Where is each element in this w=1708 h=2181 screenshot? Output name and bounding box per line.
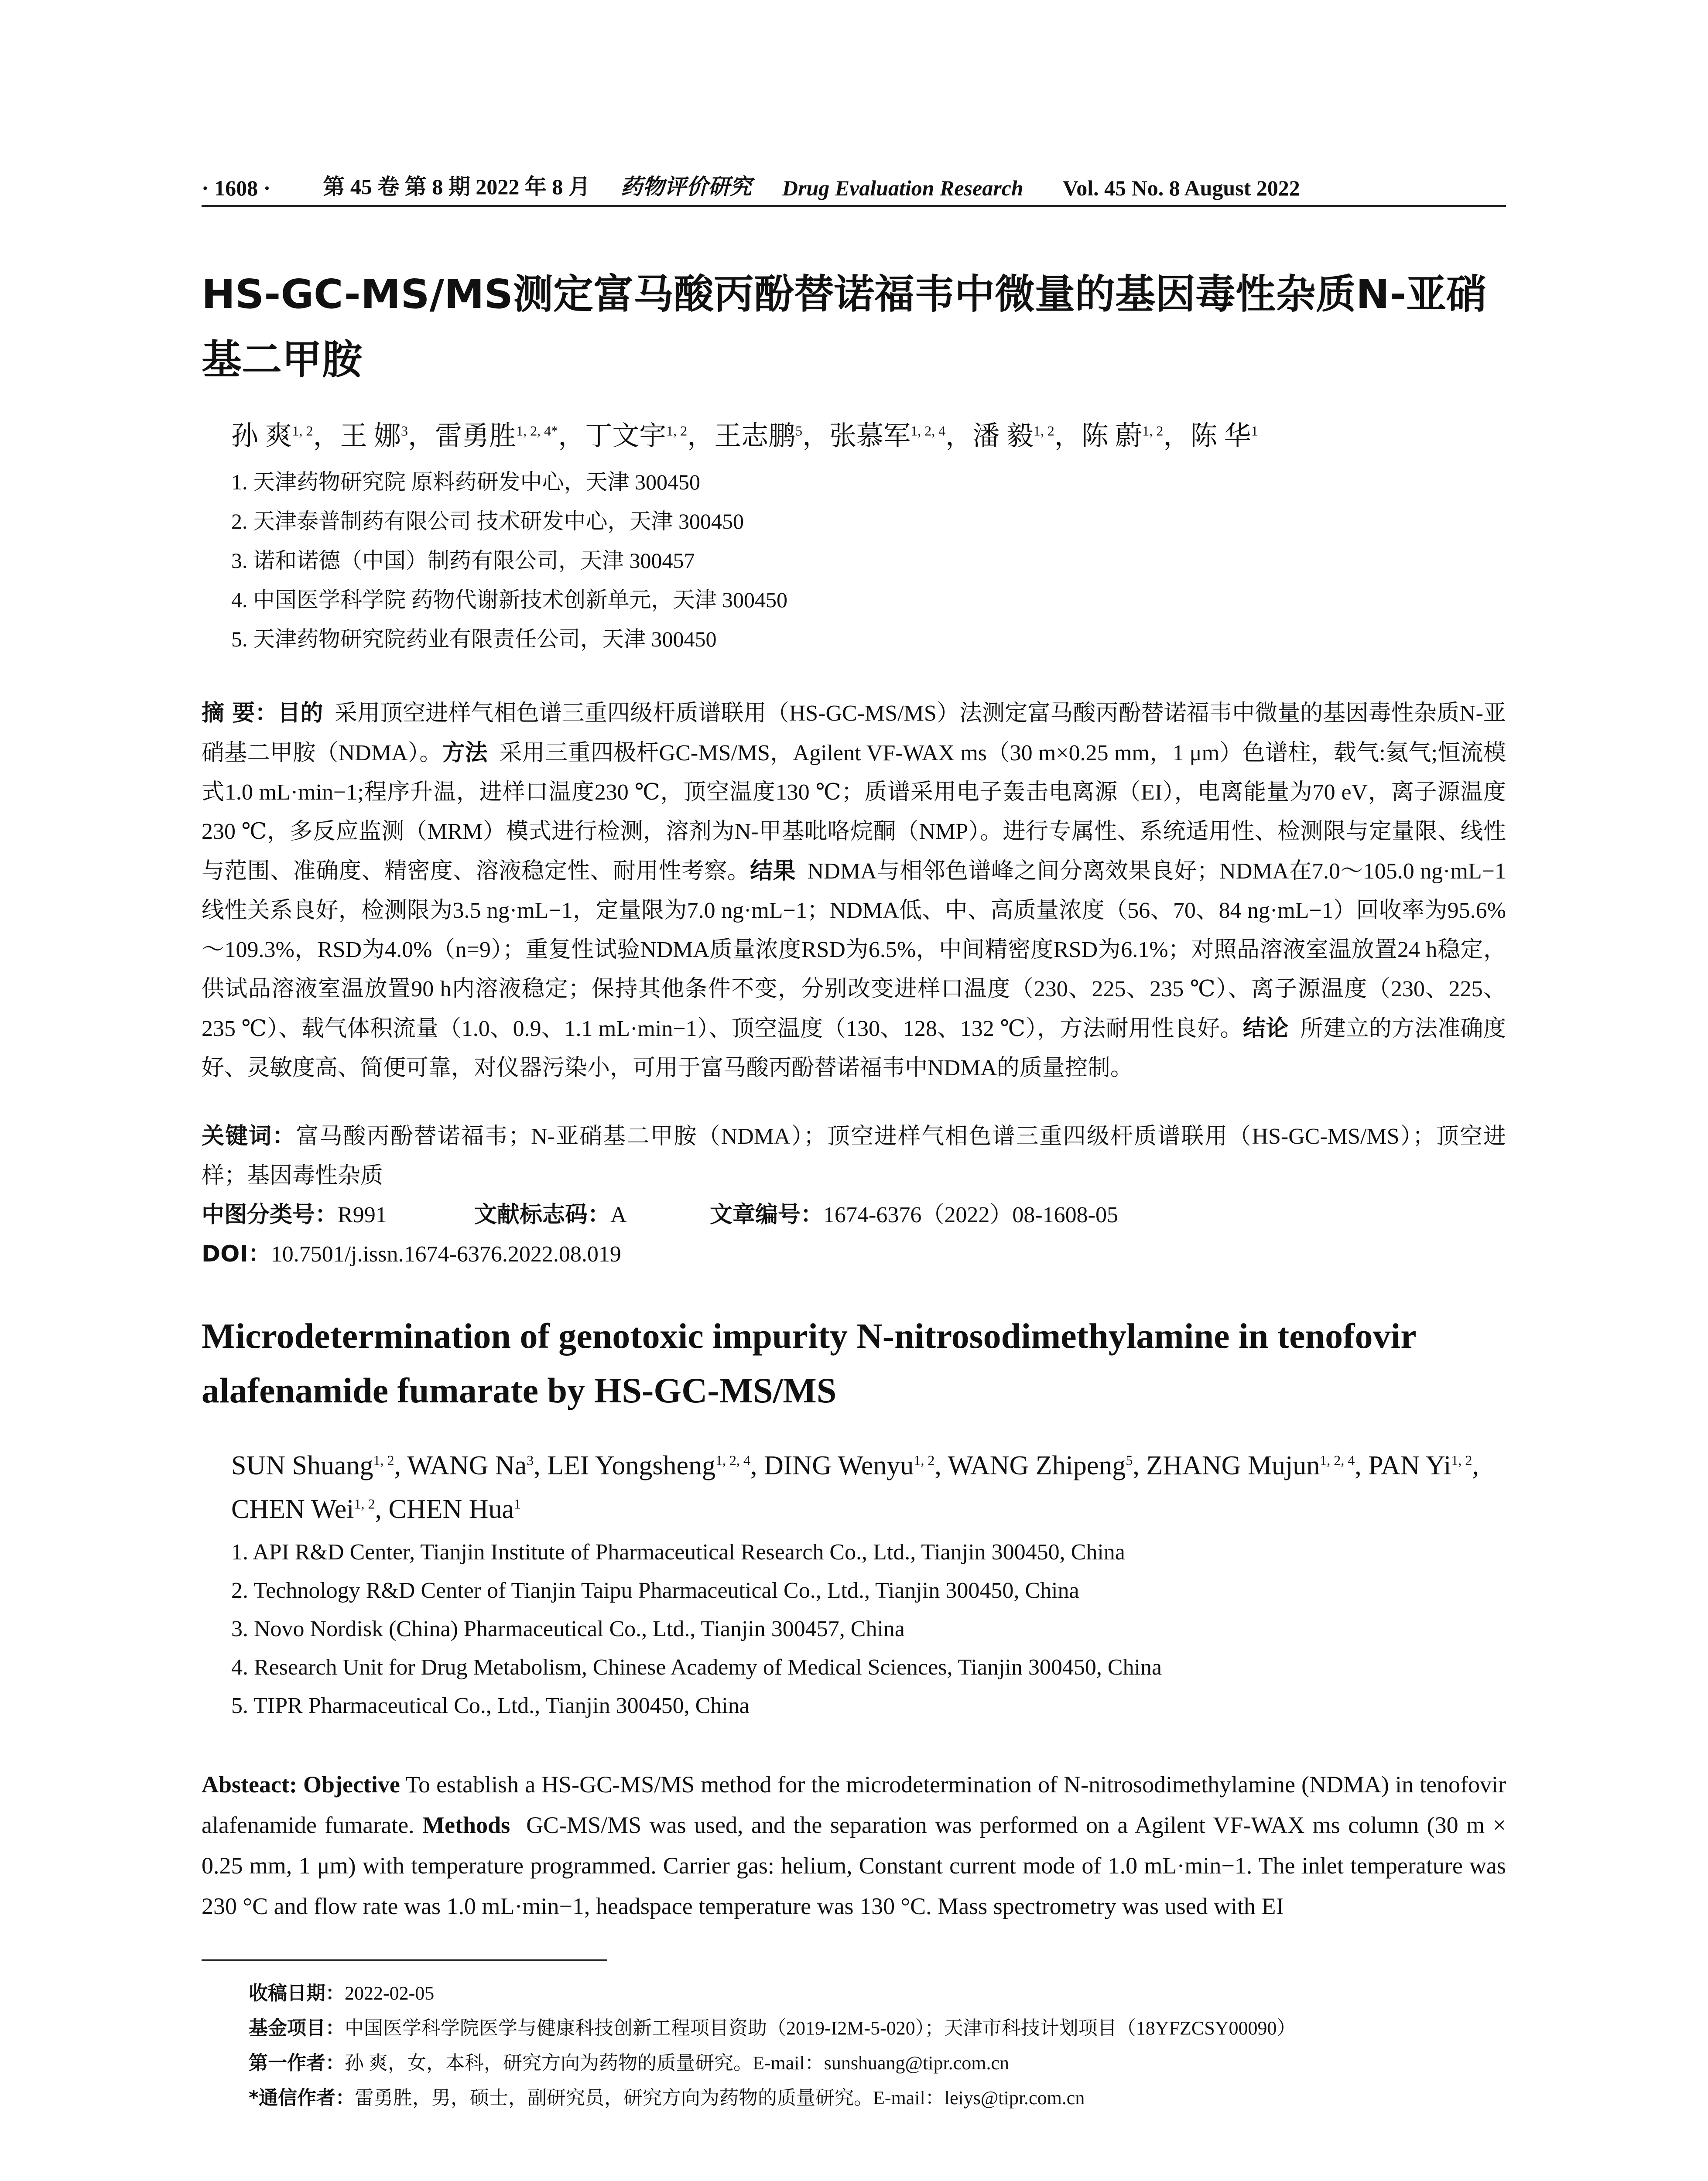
author-separator: ， <box>802 421 830 451</box>
issue-info-cn: 第 45 卷 第 8 期 2022 年 8 月 <box>323 174 590 199</box>
footnote-item <box>249 1976 1505 2011</box>
author-separator: ， <box>558 421 585 451</box>
article-no-label: 文章编号： <box>710 1202 824 1228</box>
author-affiliation-marker: 1, 2 <box>373 1452 394 1468</box>
author-name: ZHANG Mujun <box>1146 1451 1320 1480</box>
footnote-label: *通信作者： <box>249 2087 355 2109</box>
affiliation-item: 4. Research Unit for Drug Metabolism, Chinese Academy of Medical Sciences, Tianjin 300450, China <box>231 1655 1162 1680</box>
author-affiliation-marker: 1, 2 <box>1451 1452 1472 1468</box>
author-affiliation-marker: 1, 2 <box>914 1452 935 1468</box>
author-separator: ， <box>945 421 973 451</box>
methods-en-label: Methods <box>422 1812 510 1838</box>
header-rule <box>202 205 1506 207</box>
objective-text: 采用顶空进样气相色谱三重四级杆质谱联用（HS-GC-MS/MS）法测定富马酸丙酚替诺福韦中微量的基因毒性杂质N-亚硝基二甲胺（NDMA）。 <box>202 701 1506 766</box>
author-list-cn <box>231 414 1518 458</box>
article-no-value: 1674-6376（2022）08-1608-05 <box>823 1203 1118 1227</box>
affiliation-item: 1. 天津药物研究院 原料药研发中心，天津 300450 <box>231 470 700 494</box>
author-separator: , <box>394 1451 407 1480</box>
running-header <box>202 166 1510 201</box>
author-name: 孙 爽 <box>231 421 292 451</box>
author-name: 丁文宇 <box>585 421 667 451</box>
author-affiliation-marker: 1, 2, 4 <box>910 423 946 439</box>
author-name: 潘 毅 <box>972 421 1034 451</box>
journal-logo: 药物评价研究 <box>620 174 752 199</box>
affiliation-item: 5. TIPR Pharmaceutical Co., Ltd., Tianjin 300450, China <box>231 1693 750 1718</box>
objective-en-text: To establish a HS-GC-MS/MS method for the microdetermination of N-nitrosodimethylamine (NDMA) in tenofovir alafenamide fumarate. <box>202 1771 1506 1838</box>
methods-text: 采用三重四极杆GC-MS/MS，Agilent VF-WAX ms（30 m×0.25 mm，1 μm）色谱柱，载气:氦气;恒流模式1.0 mL·min−1;程序升温，进样口温度230 ℃，顶空温度130 ℃；质谱采用电子轰击电离源（EI），电离能量为70 eV，离子源温度230 ℃，多反应监测（MRM）模式进行检测，溶剂为N-甲基吡咯烷酮（NMP）。进行专属性、系统适用性、检测限与定量限、线性与范围、准确度、精密度、溶液稳定性、耐用性考察。 <box>202 741 1506 884</box>
abstract-en-label: Absteact: <box>202 1771 297 1798</box>
footnote-item <box>249 2011 1505 2046</box>
affiliation-item: 2. Technology R&D Center of Tianjin Taipu Pharmaceutical Co., Ltd., Tianjin 300450, China <box>231 1578 1079 1603</box>
affiliation-list-en <box>231 1533 1496 1725</box>
abstract-cn <box>202 694 1506 1088</box>
author-separator: , <box>1355 1451 1369 1480</box>
author-affiliation-marker: 1 <box>1251 423 1258 439</box>
author-separator: ， <box>313 421 340 451</box>
affiliation-item: 3. 诺和诺德（中国）制药有限公司，天津 300457 <box>231 548 695 573</box>
author-name: 雷勇胜 <box>435 421 517 451</box>
footnote-text: 孙 爽，女，本科，研究方向为药物的质量研究。E-mail：sunshuang@tipr.com.cn <box>345 2052 1009 2074</box>
affiliation-item: 4. 中国医学科学院 药物代谢新技术创新单元，天津 300450 <box>231 588 787 612</box>
author-affiliation-marker: 1, 2, 4* <box>516 423 558 439</box>
author-affiliation-marker: 1, 2 <box>1142 423 1164 439</box>
author-affiliation-marker: 3 <box>527 1452 534 1468</box>
page-number: · 1608 · <box>202 176 271 200</box>
methods-en-text: GC-MS/MS was used, and the separation was performed on a Agilent VF-WAX ms column (30 m × 0.25 mm, 1 μm) with temperature programmed. Carrier gas: helium, Constant current mode of 1.0 mL·min−1. The inlet temperature was 230 °C and flow rate was 1.0 mL·min−1, headspace temperature was 130 °C. Mass spectrometry was used with EI <box>202 1812 1506 1919</box>
classification-line <box>202 1195 1506 1234</box>
author-name: PAN Yi <box>1368 1451 1451 1480</box>
footnote-item <box>249 2081 1505 2116</box>
doc-code-value: A <box>610 1203 627 1227</box>
author-name: CHEN Wei <box>231 1494 354 1524</box>
affiliation-item: 2. 天津泰普制药有限公司 技术研发中心，天津 300450 <box>231 509 744 533</box>
author-name: 陈 蔚 <box>1081 421 1143 451</box>
doi-value: 10.7501/j.issn.1674-6376.2022.08.019 <box>270 1242 621 1267</box>
author-name: WANG Zhipeng <box>948 1451 1126 1480</box>
author-name: DING Wenyu <box>764 1451 914 1480</box>
abstract-en <box>202 1764 1506 1927</box>
clc-value: R991 <box>338 1203 387 1227</box>
author-name: CHEN Hua <box>388 1494 514 1524</box>
author-affiliation-marker: 1 <box>514 1496 521 1512</box>
abstract-label: 摘 要： <box>202 700 278 726</box>
doc-code-field <box>474 1195 627 1235</box>
author-separator: , <box>534 1451 548 1480</box>
footnote-item <box>249 2046 1505 2081</box>
author-affiliation-marker: 1, 2, 4 <box>715 1452 750 1468</box>
author-separator: , <box>750 1451 764 1480</box>
author-name: 王志鹏 <box>714 421 796 451</box>
footnote-label: 基金项目： <box>249 2017 345 2039</box>
doc-code-label: 文献标志码： <box>474 1202 611 1228</box>
author-name: 张慕军 <box>829 421 911 451</box>
footnote-text: 2022-02-05 <box>345 1983 435 2004</box>
footnote-list <box>249 1976 1505 2116</box>
author-separator: ， <box>1163 421 1191 451</box>
author-affiliation-marker: 5 <box>795 423 803 439</box>
article-no-field <box>710 1195 1118 1235</box>
conclusion-label: 结论 <box>1242 1015 1289 1042</box>
objective-label: 目的 <box>277 700 323 726</box>
author-name: SUN Shuang <box>231 1451 373 1480</box>
affiliation-item: 3. Novo Nordisk (China) Pharmaceutical Co., Ltd., Tianjin 300457, China <box>231 1617 905 1641</box>
footnote-text: 中国医学科学院医学与健康科技创新工程项目资助（2019-I2M-5-020）；天津市科技计划项目（18YFZCSY00090） <box>345 2017 1296 2039</box>
keywords-text: 富马酸丙酚替诺福韦；N-亚硝基二甲胺（NDMA）；顶空进样气相色谱三重四级杆质谱联用（HS-GC-MS/MS）；顶空进样；基因毒性杂质 <box>202 1124 1506 1188</box>
author-separator: ， <box>687 421 715 451</box>
keywords-cn <box>202 1117 1506 1196</box>
article-title-cn: HS-GC-MS/MS测定富马酸丙酚替诺福韦中微量的基因毒性杂质N-亚硝基二甲胺 <box>202 271 1487 383</box>
author-name: 王 娜 <box>340 421 401 451</box>
results-label: 结果 <box>750 858 796 884</box>
footnote-rule <box>202 1959 607 1961</box>
author-name: 陈 华 <box>1190 421 1251 451</box>
journal-name-en: Drug Evaluation Research <box>782 176 1023 200</box>
author-affiliation-marker: 1, 2 <box>292 423 313 439</box>
author-name: WANG Na <box>407 1451 527 1480</box>
affiliation-item: 1. API R&D Center, Tianjin Institute of Pharmaceutical Research Co., Ltd., Tianjin 300450, China <box>231 1540 1125 1565</box>
footnote-text: 雷勇胜，男，硕士，副研究员，研究方向为药物的质量研究。E-mail：leiys@tipr.com.cn <box>355 2087 1085 2109</box>
author-separator: , <box>934 1451 948 1480</box>
clc-field <box>202 1195 387 1235</box>
issue-info-en: Vol. 45 No. 8 August 2022 <box>1062 176 1300 200</box>
doi-line <box>202 1234 1506 1274</box>
author-separator: ， <box>408 421 435 451</box>
author-affiliation-marker: 1, 2 <box>666 423 688 439</box>
author-affiliation-marker: 3 <box>401 423 408 439</box>
author-list-en <box>231 1444 1509 1531</box>
author-affiliation-marker: 1, 2, 4 <box>1320 1452 1355 1468</box>
objective-en-label: Objective <box>303 1771 400 1798</box>
doi-label: DOI： <box>202 1241 271 1267</box>
author-affiliation-marker: 5 <box>1126 1452 1133 1468</box>
author-separator: , <box>1133 1451 1147 1480</box>
article-title-en: Microdetermination of genotoxic impurity N-nitrosodimethylamine in tenofovir alafenamide fumarate by HS-GC-MS/MS <box>202 1316 1416 1410</box>
author-affiliation-marker: 1, 2 <box>1033 423 1054 439</box>
keywords-label: 关键词： <box>202 1123 296 1149</box>
conclusion-text: 所建立的方法准确度好、灵敏度高、简便可靠，对仪器污染小，可用于富马酸丙酚替诺福韦中NDMA的质量控制。 <box>202 1016 1506 1080</box>
results-text: NDMA与相邻色谱峰之间分离效果良好；NDMA在7.0～105.0 ng·mL−1线性关系良好，检测限为3.5 ng·mL−1，定量限为7.0 ng·mL−1；NDMA低、中、高质量浓度（56、70、84 ng·mL−1）回收率为95.6%～109.3%，RSD为4.0%（n=9）；重复性试验NDMA质量浓度RSD为6.5%，中间精密度RSD为6.1%；对照品溶液室温放置24 h稳定，供试品溶液室温放置90 h内溶液稳定；保持其他条件不变，分别改变进样口温度（230、225、235 ℃）、离子源温度（230、225、235 ℃）、载气体积流量（1.0、0.9、1.1 mL·min−1）、顶空温度（130、128、132 ℃），方法耐用性良好。 <box>202 859 1506 1041</box>
author-affiliation-marker: 1, 2 <box>354 1496 375 1512</box>
footnote-label: 收稿日期： <box>249 1982 345 2004</box>
affiliation-list-cn <box>231 462 1496 659</box>
author-separator: , <box>1472 1451 1479 1480</box>
author-name: LEI Yongsheng <box>547 1451 715 1480</box>
author-separator: , <box>375 1494 389 1524</box>
clc-label: 中图分类号： <box>202 1202 338 1228</box>
footnote-label: 第一作者： <box>249 2052 345 2074</box>
methods-label: 方法 <box>442 740 488 766</box>
author-separator: ， <box>1054 421 1082 451</box>
affiliation-item: 5. 天津药物研究院药业有限责任公司，天津 300450 <box>231 627 717 651</box>
